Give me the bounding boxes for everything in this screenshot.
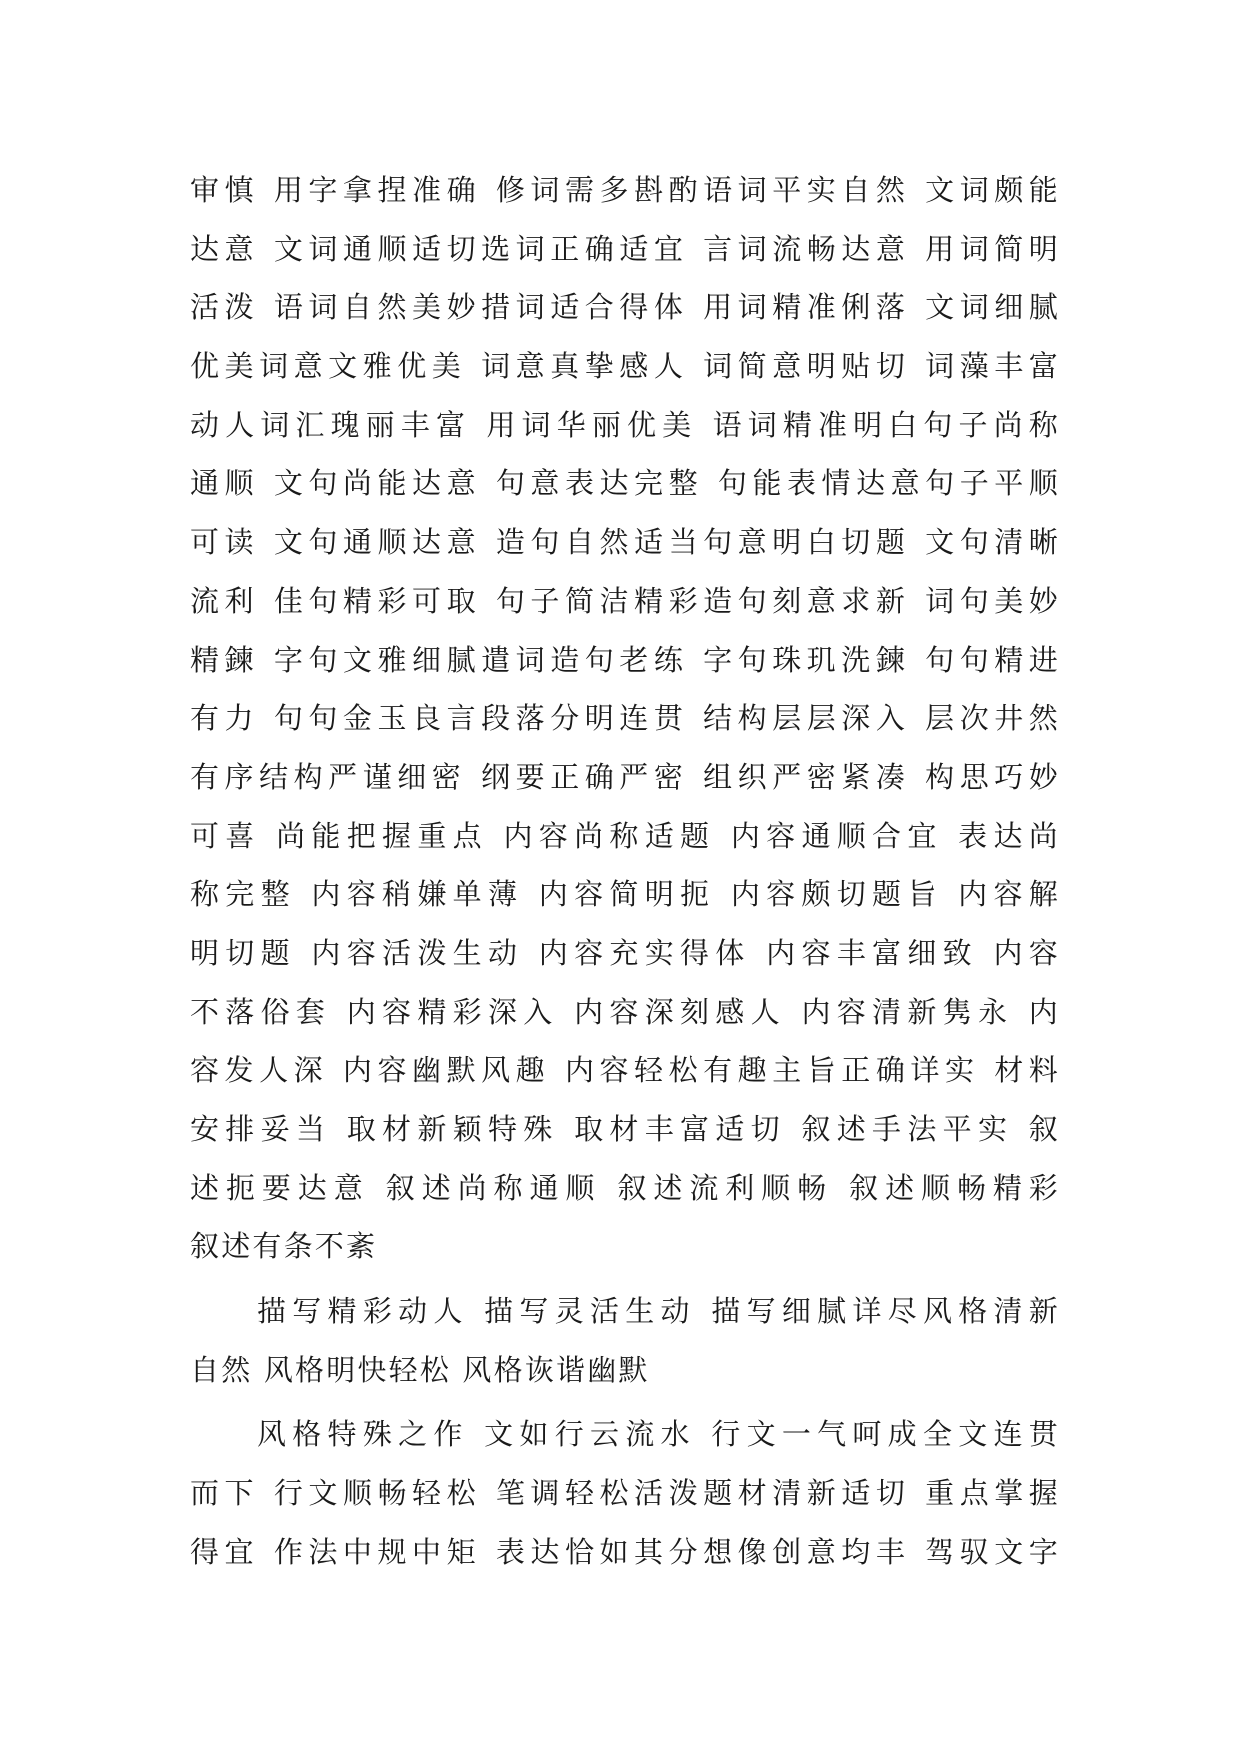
text-line: 自然 风格明快轻松 风格诙谐幽默 [190,1352,650,1387]
text-line: 动人词汇瑰丽丰富 用词华丽优美 语词精准明白句子尚称 [190,407,1060,442]
text-line: 达意 文词通顺适切选词正确适宜 言词流畅达意 用词简明 [190,231,1060,266]
text-line: 不落俗套 内容精彩深入 内容深刻感人 内容清新隽永 内 [190,994,1060,1029]
text-line: 叙述有条不紊 [190,1229,378,1264]
text-line: 容发人深 内容幽默风趣 内容轻松有趣主旨正确详实 材料 [190,1053,1060,1088]
text-line: 活泼 语词自然美妙措词适合得体 用词精准俐落 文词细腻 [190,290,1060,325]
paragraph-2 [190,1282,1060,1399]
paragraph-1 [190,161,1060,1276]
text-line: 风格特殊之作 文如行云流水 行文一气呵成全文连贯 [257,1417,1060,1452]
text-line: 有序结构严谨细密 纲要正确严密 组织严密紧凑 构思巧妙 [190,759,1060,794]
text-line: 精鍊 字句文雅细腻遣词造句老练 字句珠玑洗鍊 句句精进 [190,642,1060,677]
text-line: 得宜 作法中规中矩 表达恰如其分想像创意均丰 驾驭文字 [190,1534,1060,1569]
text-line: 明切题 内容活泼生动 内容充实得体 内容丰富细致 内容 [190,935,1060,970]
text-line: 称完整 内容稍嫌单薄 内容简明扼 内容颇切题旨 内容解 [190,877,1060,912]
text-line: 可喜 尚能把握重点 内容尚称适题 内容通顺合宜 表达尚 [190,818,1060,853]
text-line: 有力 句句金玉良言段落分明连贯 结构层层深入 层次井然 [190,701,1060,736]
text-line: 而下 行文顺畅轻松 笔调轻松活泼题材清新适切 重点掌握 [190,1476,1060,1511]
text-line: 通顺 文句尚能达意 句意表达完整 句能表情达意句子平顺 [190,466,1060,501]
text-line: 描写精彩动人 描写灵活生动 描写细腻详尽风格清新 [257,1294,1060,1329]
text-line: 可读 文句通顺达意 造句自然适当句意明白切题 文句清晰 [190,525,1060,560]
text-line: 述扼要达意 叙述尚称通顺 叙述流利顺畅 叙述顺畅精彩 [190,1170,1060,1205]
text-line: 流利 佳句精彩可取 句子简洁精彩造句刻意求新 词句美妙 [190,583,1060,618]
text-line: 安排妥当 取材新颖特殊 取材丰富适切 叙述手法平实 叙 [190,1112,1060,1146]
text-line: 优美词意文雅优美 词意真挚感人 词简意明贴切 词藻丰富 [190,349,1060,384]
document-body [190,161,1060,1582]
paragraph-3 [190,1405,1060,1581]
text-line: 审慎 用字拿捏准确 修词需多斟酌语词平实自然 文词颇能 [190,173,1060,207]
